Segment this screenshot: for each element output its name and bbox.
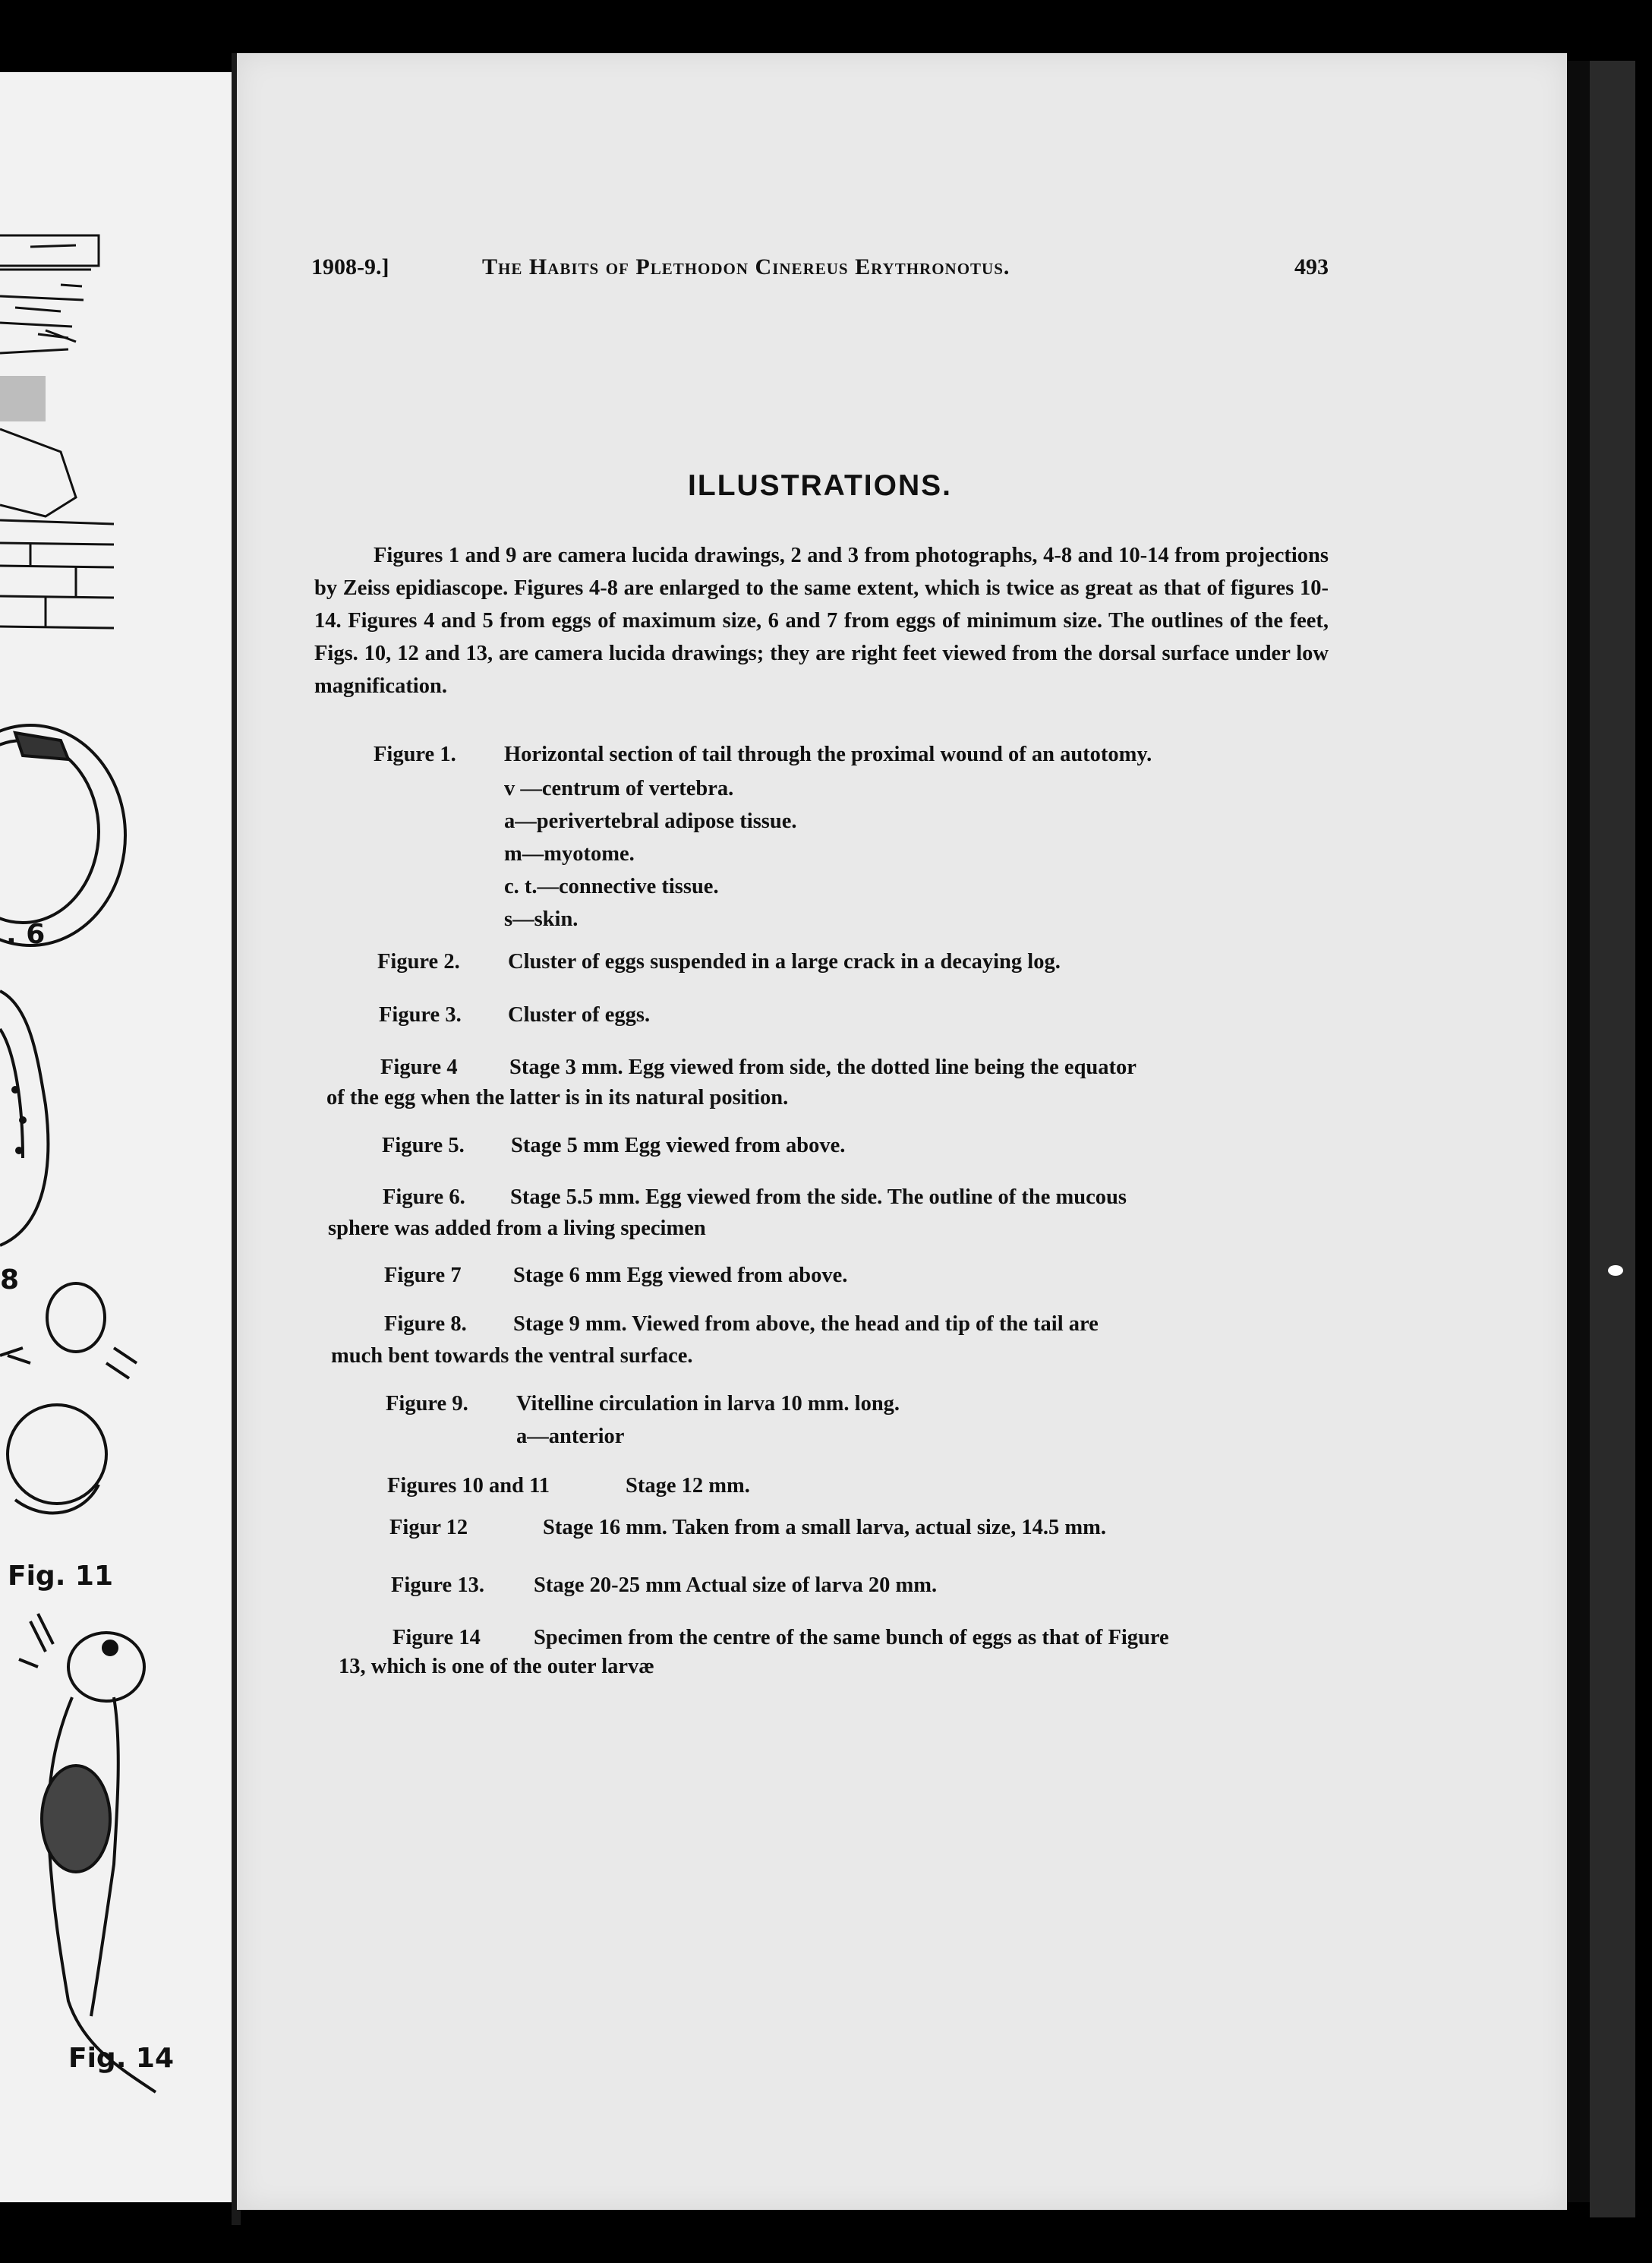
- figure-8-entry: [384, 1308, 1099, 1340]
- figure-7-entry: [384, 1259, 847, 1292]
- figure-1-key-s: s—skin.: [504, 907, 579, 931]
- edge-mark: [1608, 1265, 1623, 1276]
- figure-14-entry: [393, 1621, 1169, 1654]
- figure-9-entry: [386, 1387, 900, 1420]
- figure-text: Cluster of eggs suspended in a large crack in a decaying log.: [508, 950, 1061, 974]
- figure-label: Figure 3.: [379, 1003, 462, 1027]
- intro-paragraph: [314, 539, 1329, 702]
- figure-text: Stage 12 mm.: [626, 1474, 750, 1498]
- figure-10-11-entry: [387, 1469, 750, 1502]
- section-title: ILLUSTRATIONS.: [688, 469, 952, 502]
- figure-label: Figure 7: [384, 1264, 462, 1287]
- egg-drawing-6: [0, 725, 125, 945]
- figure-label: Figure 9.: [386, 1392, 468, 1416]
- figure-text: Cluster of eggs.: [508, 1003, 651, 1027]
- figure-label: Figur 12: [389, 1516, 468, 1539]
- running-head-volume: 1908-9.]: [311, 254, 389, 279]
- figure-text: Stage 5 mm Egg viewed from above.: [511, 1134, 846, 1157]
- figure-label: Figure 13.: [391, 1573, 484, 1597]
- figure-label: Figure 6.: [383, 1185, 465, 1209]
- figure-text: Stage 6 mm Egg viewed from above.: [513, 1264, 848, 1287]
- running-head-title: The Habits of Plethodon Cinereus Erythronotus.: [482, 254, 1010, 279]
- egg-drawing-7: [0, 991, 48, 1245]
- figure-label: Figure 1.: [374, 743, 456, 766]
- figure-14-continuation: 13, which is one of the outer larvæ: [339, 1655, 654, 1678]
- figure-label: Figure 4: [380, 1056, 458, 1079]
- figure-8-continuation: much bent towards the ventral surface.: [331, 1344, 693, 1368]
- figure-6-entry: [383, 1181, 1127, 1214]
- figure-13-entry: [391, 1569, 937, 1602]
- figure-caption-14: Fig. 14: [68, 2043, 175, 2074]
- larva-drawing-8: [0, 1283, 137, 1513]
- figure-6-continuation: sphere was added from a living specimen: [328, 1217, 706, 1240]
- running-head: [311, 254, 1329, 285]
- figure-label: Figure 14: [393, 1626, 481, 1649]
- figure-1-key-m: m—myotome.: [504, 842, 635, 866]
- figure-12-entry: [389, 1511, 1106, 1544]
- figure-1-entry: [374, 738, 1152, 771]
- figure-5-entry: [382, 1129, 845, 1162]
- larva-drawing-14: [19, 1614, 156, 2092]
- facing-page-illustrations: [0, 72, 232, 2202]
- figure-caption-11: Fig. 11: [8, 1561, 114, 1592]
- page-edge: [1567, 61, 1590, 2202]
- figure-text: Stage 5.5 mm. Egg viewed from the side. The outline of the mucous: [510, 1185, 1127, 1209]
- figure-1-key-ct: c. t.—connective tissue.: [504, 875, 719, 898]
- page-number: 493: [1294, 254, 1329, 279]
- figure-text: Vitelline circulation in larva 10 mm. long.: [516, 1392, 900, 1416]
- figure-label: Figure 2.: [377, 950, 460, 974]
- figure-text: Specimen from the centre of the same bunch of eggs as that of Figure: [534, 1626, 1169, 1649]
- figure-1-key-v: v —centrum of vertebra.: [504, 777, 734, 800]
- figure-4-continuation: of the egg when the latter is in its natural position.: [326, 1086, 789, 1109]
- page-edge-strip: [1590, 61, 1635, 2217]
- figure-text: Stage 20-25 mm Actual size of larva 20 mm.: [534, 1573, 938, 1597]
- figure-3-entry: [379, 999, 650, 1031]
- figure-4-entry: [380, 1051, 1137, 1084]
- figure-label: Figure 8.: [384, 1312, 467, 1336]
- figure-9-key-a: a—anterior: [516, 1425, 625, 1448]
- intro-text: Figures 1 and 9 are camera lucida drawings, 2 and 3 from photographs, 4-8 and 10-14 from projections by Zeiss epidiascope. Figures 4-8 are enlarged to the same extent, which is twice as great as that of figures 10-14. Figures 4 and 5 from eggs of maximum size, 6 and 7 from eggs of minimum size. The outlines of the feet, Figs. 10, 12 and 13, are camera lucida drawings; they are right feet viewed from the dorsal surface under low magnification.: [314, 544, 1329, 698]
- figure-caption-8: 8: [0, 1264, 20, 1296]
- figure-caption-6: . 6: [6, 919, 46, 950]
- figure-text: Horizontal section of tail through the proximal wound of an autotomy.: [504, 743, 1152, 766]
- figure-text: Stage 16 mm. Taken from a small larva, actual size, 14.5 mm.: [543, 1516, 1107, 1539]
- figure-2-entry: [377, 945, 1061, 978]
- figure-1-key-a: a—perivertebral adipose tissue.: [504, 810, 797, 833]
- figure-text: Stage 3 mm. Egg viewed from side, the dotted line being the equator: [509, 1056, 1137, 1079]
- log-drawing: [0, 235, 114, 628]
- figure-label: Figures 10 and 11: [387, 1474, 550, 1498]
- figure-text: Stage 9 mm. Viewed from above, the head and tip of the tail are: [513, 1312, 1099, 1336]
- figure-label: Figure 5.: [382, 1134, 465, 1157]
